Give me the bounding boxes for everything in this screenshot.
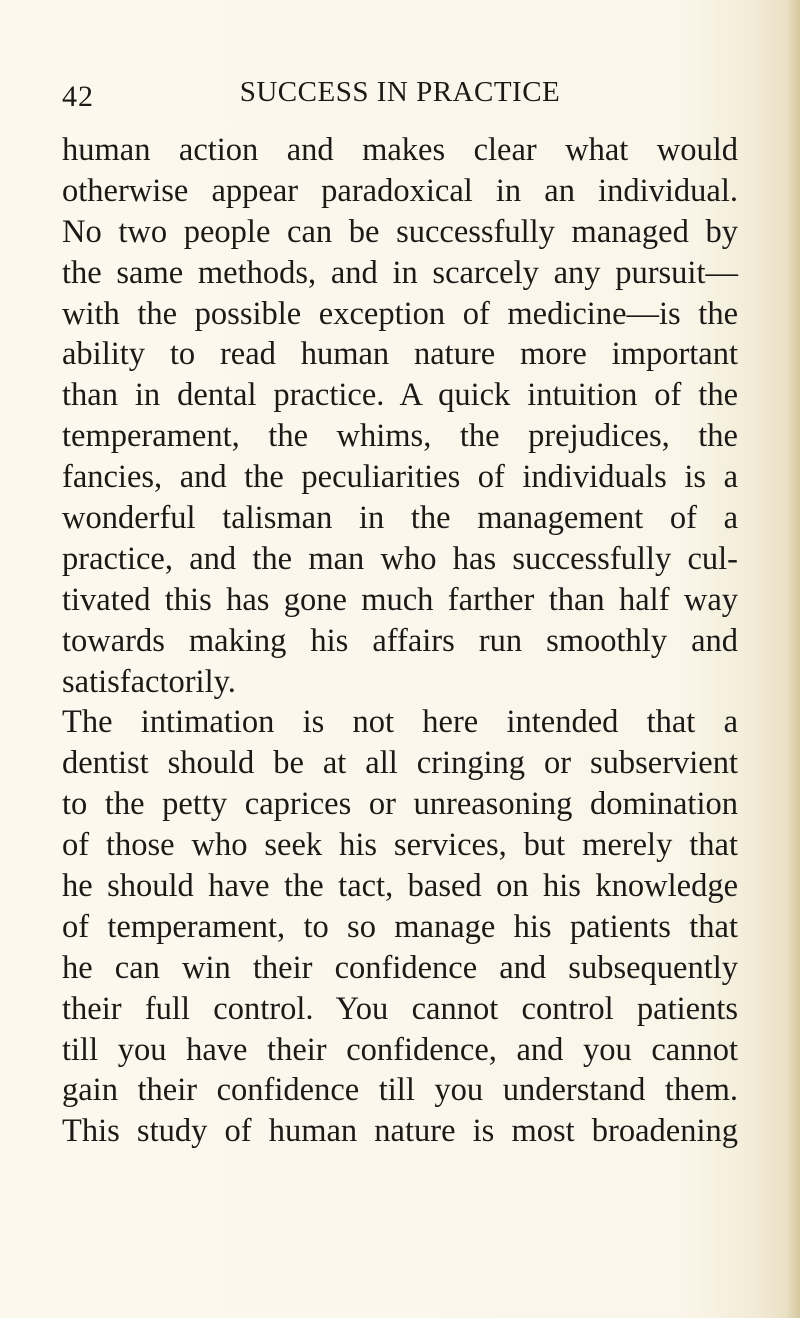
text-line: tivated this has gone much farther than half way: [62, 581, 738, 618]
text-line: to the petty caprices or unreasoning domination: [62, 786, 738, 823]
text-line: otherwise appear paradoxical in an individual.: [62, 172, 738, 209]
text-line: their full control. You cannot control patients: [62, 990, 738, 1027]
text-line: till you have their confidence, and you cannot: [62, 1031, 738, 1068]
text-line: practice, and the man who has successfully cul-: [62, 540, 738, 577]
running-head: SUCCESS IN PRACTICE: [239, 76, 561, 108]
text-line: with the possible exception of medicine—is the: [62, 295, 738, 332]
text-line: of temperament, to so manage his patients that: [62, 908, 738, 945]
text-line: the same methods, and in scarcely any pursuit—: [62, 254, 738, 291]
text-line: fancies, and the peculiarities of individuals is a: [62, 459, 738, 496]
page-header: [62, 76, 738, 116]
paragraph-end-line: satisfactorily.: [62, 663, 236, 700]
text-line: gain their confidence till you understand them.: [62, 1072, 738, 1109]
text-line: This study of human nature is most broadening: [62, 1113, 738, 1150]
text-line: human action and makes clear what would: [62, 132, 738, 168]
text-line: ability to read human nature more important: [62, 336, 738, 373]
page-number: 42: [62, 80, 94, 113]
text-line: No two people can be successfully managed by: [62, 213, 738, 250]
text-line: towards making his affairs run smoothly and: [62, 622, 738, 659]
page-edge-shadow: [786, 0, 800, 1318]
text-line: wonderful talisman in the management of a: [62, 500, 738, 537]
text-line: dentist should be at all cringing or subservient: [62, 745, 738, 782]
text-line: temperament, the whims, the prejudices, the: [62, 418, 738, 455]
paragraph-start-line: The intimation is not here intended that a: [62, 704, 738, 741]
text-line: he should have the tact, based on his knowledge: [62, 868, 738, 905]
text-line: he can win their confidence and subsequently: [62, 949, 738, 986]
body-text: [62, 130, 738, 1152]
text-line: than in dental practice. A quick intuition of the: [62, 377, 738, 414]
text-line: of those who seek his services, but merely that: [62, 827, 738, 864]
